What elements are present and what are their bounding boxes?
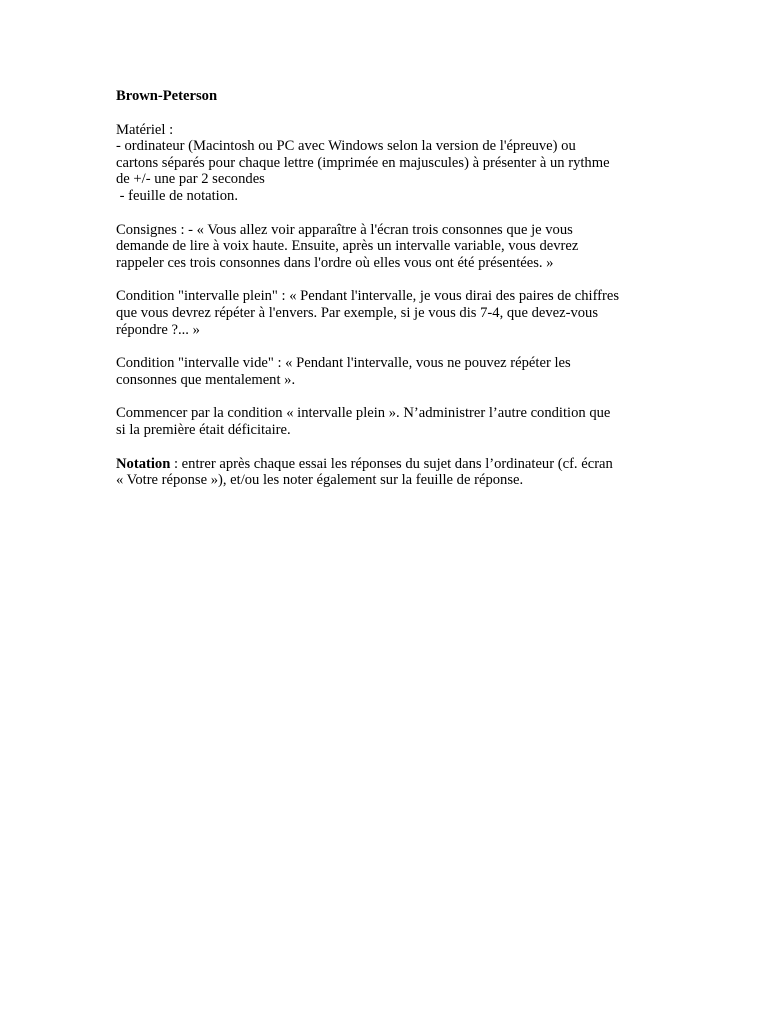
notation-line-1: [116, 456, 656, 473]
commencer-line-1: Commencer par la condition « intervalle plein ». N’administrer l’autre condition que: [116, 405, 611, 422]
materiel-item-feuille: - feuille de notation.: [116, 187, 238, 204]
notation-line-2: « Votre réponse »), et/ou les noter également sur la feuille de réponse.: [116, 472, 524, 489]
document-title: Brown-Peterson: [116, 88, 218, 104]
commencer-section: [116, 405, 656, 438]
intervalle-plein-section: [116, 288, 656, 338]
notation-label: Notation: [116, 455, 171, 472]
materiel-item-ordinateur-line-3: de +/- une par 2 secondes: [116, 171, 265, 188]
consignes-line-2: demande de lire à voix haute. Ensuite, après un intervalle variable, vous devrez: [116, 238, 579, 255]
notation-line-1-text: : entrer après chaque essai les réponses du sujet dans l’ordinateur (cf. écran: [170, 455, 613, 472]
materiel-section: [116, 122, 656, 205]
commencer-line-2: si la première était déficitaire.: [116, 421, 291, 438]
intervalle-vide-line-1: Condition "intervalle vide" : « Pendant l'intervalle, vous ne pouvez répéter les: [116, 355, 571, 372]
materiel-item-ordinateur-line-1: - ordinateur (Macintosh ou PC avec Windows selon la version de l'épreuve) ou: [116, 138, 576, 155]
consignes-line-1: Consignes : - « Vous allez voir apparaître à l'écran trois consonnes que je vous: [116, 221, 573, 238]
intervalle-plein-line-3: répondre ?... »: [116, 321, 200, 338]
intervalle-vide-line-2: consonnes que mentalement ».: [116, 371, 296, 388]
materiel-heading: Matériel :: [116, 121, 174, 138]
consignes-section: [116, 222, 656, 272]
intervalle-vide-section: [116, 355, 656, 388]
intervalle-plein-line-1: Condition "intervalle plein" : « Pendant l'intervalle, je vous dirai des paires de chiffres: [116, 288, 620, 305]
consignes-line-3: rappeler ces trois consonnes dans l'ordre où elles vous ont été présentées. »: [116, 254, 554, 271]
notation-section: [116, 456, 656, 489]
materiel-item-ordinateur-line-2: cartons séparés pour chaque lettre (imprimée en majuscules) à présenter à un rythme: [116, 154, 610, 171]
intervalle-plein-line-2: que vous devrez répéter à l'envers. Par exemple, si je vous dis 7-4, que devez-vous: [116, 304, 599, 321]
document-body: [116, 88, 656, 489]
